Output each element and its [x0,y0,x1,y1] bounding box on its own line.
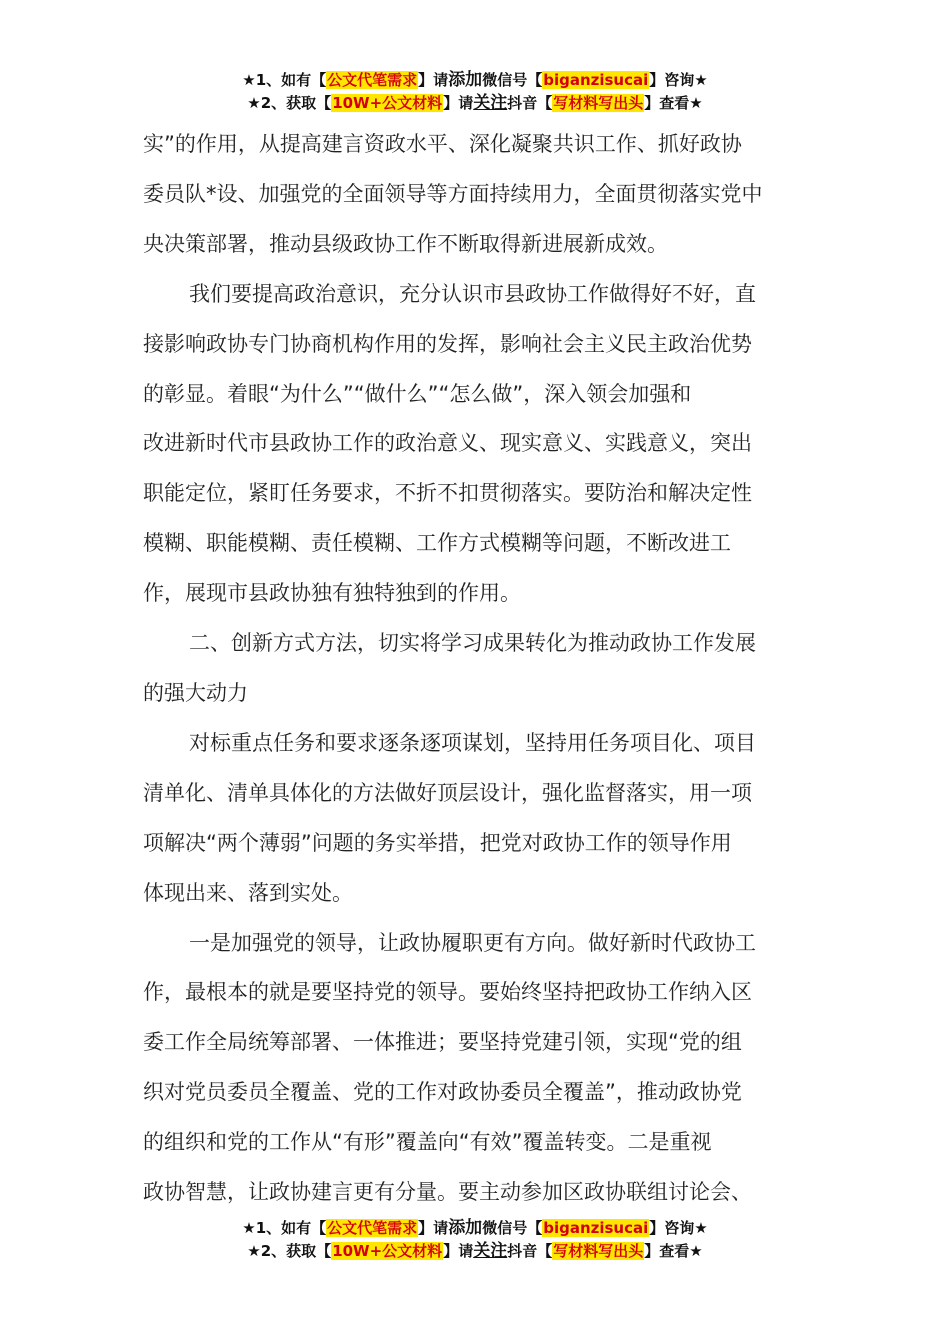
text-line: 清单化、清单具体化的方法做好顶层设计，强化监督落实，用一项 [143,780,752,805]
banner-line-2 [0,92,950,115]
banner-text: 关注 [473,93,508,113]
banner-text: 】咨询★ [649,1219,708,1237]
text-line: 实”的作用，从提高建言资政水平、深化凝聚共识工作、抓好政协 [143,132,742,156]
banner-text: ★2、获取【 [247,94,332,112]
banner-text: ★2、获取【 [247,1242,332,1260]
text-line: 的彰显。着眼“为什么”“做什么”“怎么做”，深入领会加强和 [143,381,692,406]
banner-text: 微信号【 [482,1219,543,1237]
banner-text: 抖音【 [507,94,553,112]
text-line: 体现出来、落到实处。 [143,880,353,905]
text-line: 织对党员委员全覆盖、党的工作对政协委员全覆盖”，推动政协党 [143,1080,742,1105]
banner-line-1 [0,1217,950,1240]
banner-text: 微信号【 [482,71,543,89]
banner-text: 】查看★ [644,1242,703,1260]
text-line: 接影响政协专门协商机构作用的发挥，影响社会主义民主政治优势 [143,331,752,356]
banner-text: 关注 [473,1241,508,1261]
text-line: 我们要提高政治意识，充分认识市县政协工作做得好不好，直 [189,281,756,306]
banner-highlight: biganzisucai [543,71,649,89]
text-line: 的组织和党的工作从“有形”覆盖向“有效”覆盖转变。二是重视 [143,1130,712,1155]
document-body [143,120,807,1218]
footer-banner [0,1217,950,1263]
banner-text: 添加 [448,1218,483,1238]
text-line: 项解决“两个薄弱”问题的务实举措，把党对政协工作的领导作用 [143,830,732,855]
text-line: 改进新时代市县政协工作的政治意义、现实意义、实践意义，突出 [143,431,752,456]
banner-highlight: 10W+公文材料 [332,1242,443,1260]
header-banner [0,69,950,115]
text-line: 委工作全局统筹部署、一体推进；要坚持党建引领，实现“党的组 [143,1030,742,1055]
text-line: 委员队*设、加强党的全面领导等方面持续用力，全面贯彻落实党中 [143,181,763,206]
banner-line-2 [0,1240,950,1263]
banner-text: 】请 [443,94,474,112]
text-line: 作，展现市县政协独有独特独到的作用。 [143,581,521,606]
banner-highlight: 10W+公文材料 [332,94,443,112]
banner-text: 抖音【 [507,1242,553,1260]
paragraph-continuation [143,120,807,270]
text-line: 二、创新方式方法，切实将学习成果转化为推动政协工作发展 [189,631,756,656]
text-line: 职能定位，紧盯任务要求，不折不扣贯彻落实。要防治和解决定性 [143,481,752,506]
banner-text: 】咨询★ [649,71,708,89]
paragraph-party-leadership [143,919,807,1218]
text-line: 政协智慧，让政协建言更有分量。要主动参加区政协联组讨论会、 [143,1180,752,1205]
banner-text: 添加 [448,70,483,90]
banner-text: ★1、如有【 [242,71,327,89]
text-line: 对标重点任务和要求逐条逐项谋划，坚持用任务项目化、项目 [189,730,756,755]
paragraph-political-awareness [143,270,807,619]
banner-highlight: 写材料写出头 [553,1242,644,1260]
section-heading [143,619,807,719]
banner-line-1 [0,69,950,92]
text-line: 作，最根本的就是要坚持党的领导。要始终坚持把政协工作纳入区 [143,980,752,1005]
text-line: 一是加强党的领导，让政协履职更有方向。做好新时代政协工 [189,930,756,955]
banner-highlight: 公文代笔需求 [327,1219,418,1237]
banner-text: ★1、如有【 [242,1219,327,1237]
text-line: 的强大动力 [143,680,248,705]
banner-highlight: 公文代笔需求 [327,71,418,89]
banner-text: 】查看★ [644,94,703,112]
banner-highlight: biganzisucai [543,1219,649,1237]
banner-text: 】请 [418,71,449,89]
banner-text: 】请 [418,1219,449,1237]
banner-highlight: 写材料写出头 [553,94,644,112]
banner-text: 】请 [443,1242,474,1260]
text-line: 模糊、职能模糊、责任模糊、工作方式模糊等问题，不断改进工 [143,531,731,556]
text-line: 央决策部署，推动县级政协工作不断取得新进展新成效。 [143,231,668,256]
paragraph-task-planning [143,719,807,919]
